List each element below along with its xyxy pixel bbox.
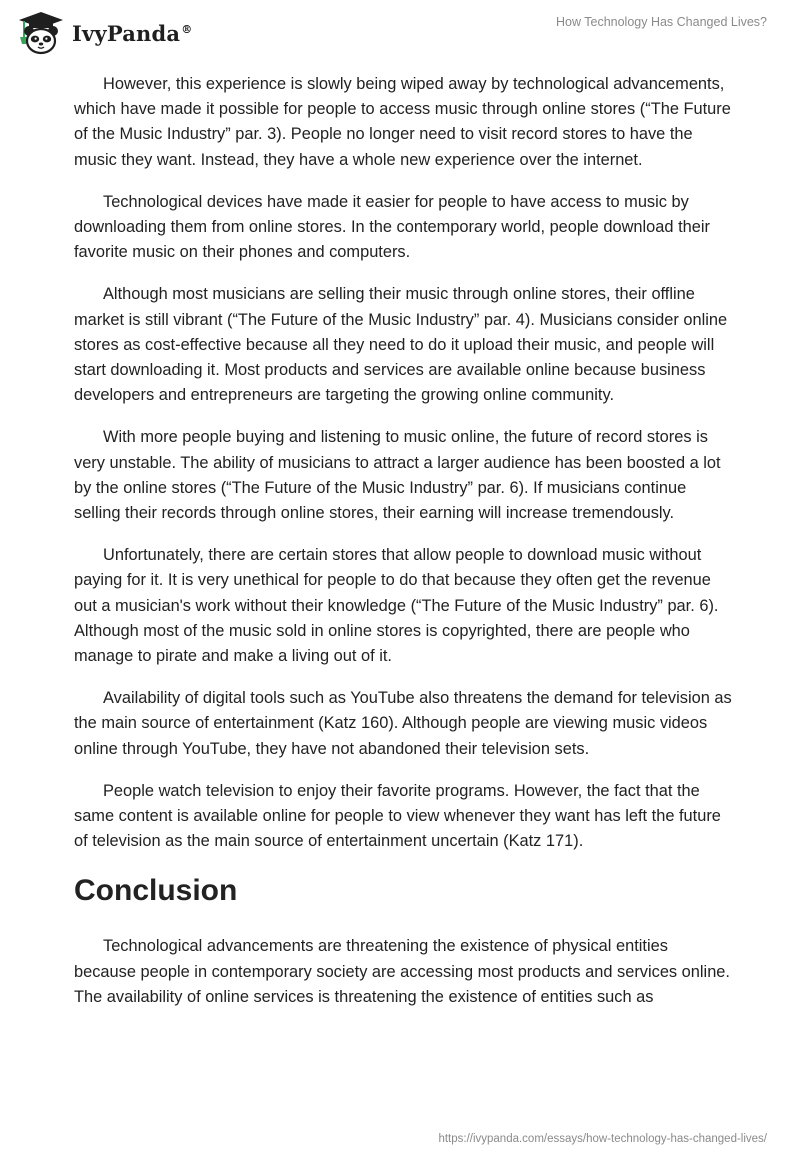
body-paragraph: However, this experience is slowly being wiped away by technological advancements, which have made it possible for people to access music through online stores (“The Future of the Music Industry” par. 3). People no longer need to visit record stores to have the music they want. Instead, they have a whole new experience over the internet. bbox=[74, 75, 731, 169]
body-paragraph: With more people buying and listening to music online, the future of record stores is very unstable. The ability of musicians to attract a larger audience has been boosted a lot by the online stores (“The Future of the Music Industry” par. 6). If musicians continue selling their records through online stores, their earning will increase tremendously. bbox=[74, 428, 721, 523]
document-title: How Technology Has Changed Lives? bbox=[555, 15, 767, 29]
body-paragraph: Availability of digital tools such as YouTube also threatens the demand for television as the main source of entertainment (Katz 160). Although people are viewing music videos online through YouTube, they have not abandoned their television sets. bbox=[74, 689, 732, 758]
conclusion-heading: Conclusion bbox=[74, 874, 238, 908]
source-url-link[interactable]: https://ivypanda.com/essays/how-technology-has-changed-lives/ bbox=[438, 1133, 767, 1145]
essay-body bbox=[74, 72, 734, 1027]
body-paragraph: Although most musicians are selling their music through online stores, their offline market is still vibrant (“The Future of the Music Industry” par. 4). Musicians consider online stores as cost-effective because all they need to do it upload their music, and people will start downloading it. Most products and services are available online because business developers and entrepreneurs are targeting the growing online community. bbox=[74, 285, 728, 405]
registered-mark: ® bbox=[181, 22, 193, 36]
brand-name: IvyPanda® bbox=[72, 20, 193, 46]
body-paragraph: Unfortunately, there are certain stores that allow people to download music without paying for it. It is very unethical for people to do that because they often get the revenue out a musician's work without their knowledge (“The Future of the Music Industry” par. 6). Although most of the music sold in online stores is copyrighted, there are people who manage to pirate and make a living out of it. bbox=[74, 546, 719, 666]
conclusion-paragraph: Technological advancements are threatening the existence of physical entities because people in contemporary society are accessing most products and services online. The availability of online services is threatening the existence of entities such as bbox=[74, 937, 730, 1006]
brand-logo[interactable] bbox=[16, 10, 192, 56]
body-paragraph: People watch television to enjoy their favorite programs. However, the fact that the same content is available online for people to view whenever they want has left the future of television as the main source of entertainment uncertain (Katz 171). bbox=[74, 781, 721, 851]
page-header bbox=[0, 0, 800, 70]
body-paragraph: Technological devices have made it easier for people to have access to music by downloading them from online stores. In the contemporary world, people download their favorite music on their phones and computers. bbox=[74, 192, 710, 262]
panda-graduate-logo-icon bbox=[16, 10, 66, 56]
